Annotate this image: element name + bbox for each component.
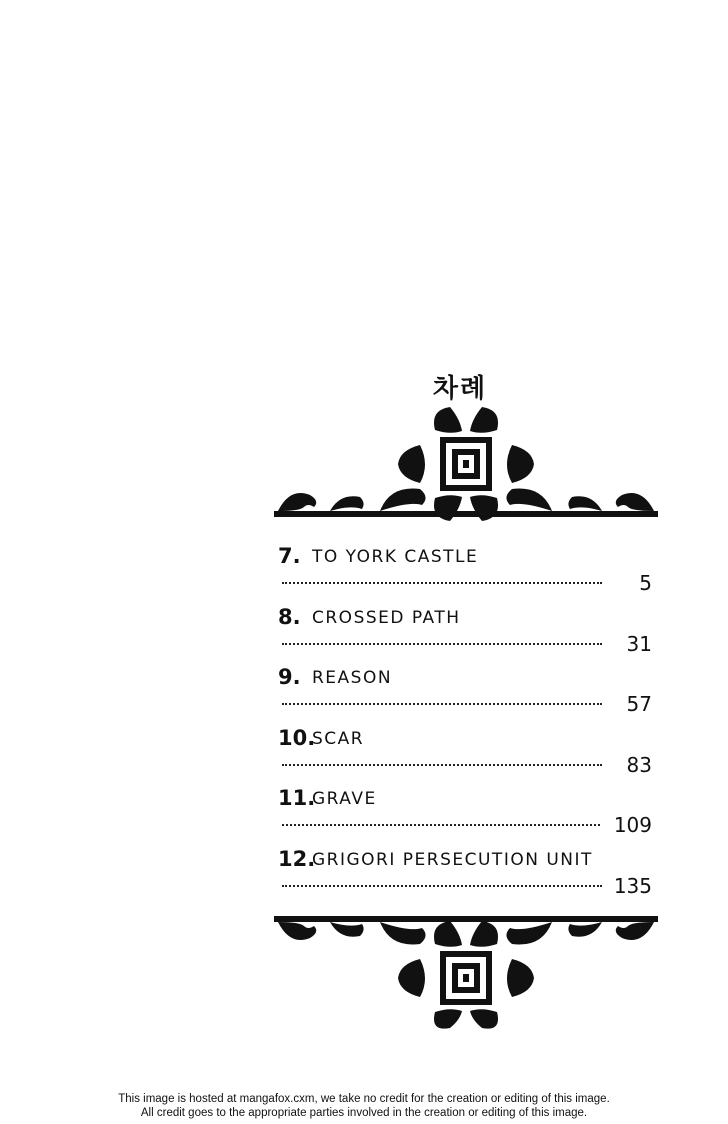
toc-entry[interactable] [278, 843, 658, 904]
page-number: 109 [613, 813, 652, 837]
bottom-ornament [270, 912, 662, 1030]
toc-entry[interactable] [278, 722, 658, 783]
top-ornament [270, 405, 662, 523]
chapter-number: 11. [278, 786, 316, 810]
chapter-title: REASON [312, 668, 393, 688]
chapter-title: CROSSED PATH [312, 607, 461, 628]
toc-entry[interactable] [278, 601, 658, 662]
chapter-number: 7. [278, 544, 301, 568]
chapter-title: TO YORK CASTLE [312, 547, 479, 567]
chapter-title: SCAR [312, 728, 365, 749]
toc-entry[interactable] [278, 540, 658, 601]
page-number: 83 [626, 752, 652, 777]
page-number: 135 [613, 873, 652, 898]
page-number: 31 [626, 631, 652, 656]
chapter-number: 12. [278, 846, 316, 871]
chapter-title: GRIGORI PERSECUTION UNIT [312, 849, 593, 870]
dot-leader [282, 824, 600, 826]
credit-line-1: This image is hosted at mangafox.cxm, we take no credit for the creation or editing of this image. [118, 1093, 610, 1105]
chapter-number: 9. [278, 665, 301, 689]
toc-entry[interactable] [278, 782, 658, 843]
chapter-number: 8. [278, 604, 301, 629]
credit-line-2: All credit goes to the appropriate parties involved in the creation or editing of this image. [140, 1107, 588, 1119]
dot-leader [282, 764, 602, 766]
dot-leader [282, 582, 602, 584]
page-number: 57 [626, 692, 652, 716]
dot-leader [282, 643, 602, 645]
page-title: 차례 [432, 374, 488, 404]
chapter-number: 10. [278, 725, 316, 750]
dot-leader [282, 703, 602, 705]
page-number: 5 [639, 571, 652, 595]
chapter-title: GRAVE [312, 789, 377, 809]
table-of-contents [278, 540, 658, 903]
toc-entry[interactable] [278, 661, 658, 722]
dot-leader [282, 885, 602, 887]
credit-notice [0, 1092, 728, 1120]
